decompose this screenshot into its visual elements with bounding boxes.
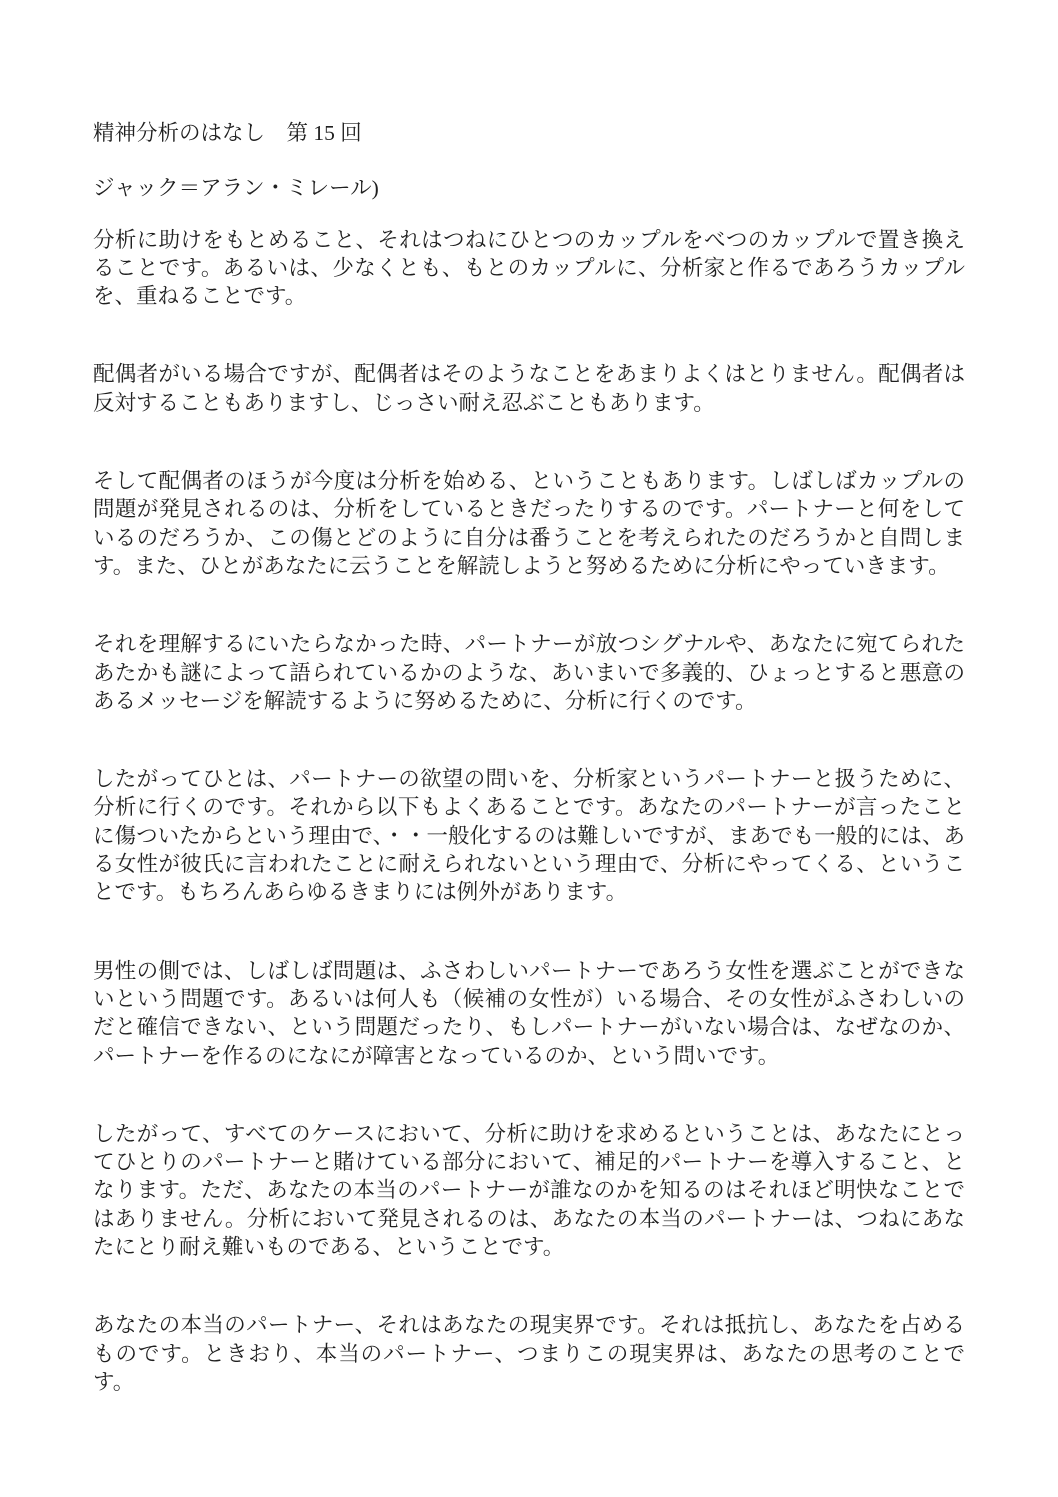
- paragraph: そして配偶者のほうが今度は分析を始める、ということもあります。しばしばカップルの問題が発見されるのは、分析をしているときだったりするのです。パートナーと何をしているのだろうか、この傷とどのように自分は番うことを考えられたのだろうかと自問します。また、ひとがあなたに云うことを解読しようと努めるために分析にやっていきます。: [93, 469, 965, 578]
- paragraph: 配偶者がいる場合ですが、配偶者はそのようなことをあまりよくはとりません。配偶者は反対することもありますし、じっさい耐え忍ぶこともあります。: [93, 362, 965, 415]
- document-title: 精神分析のはなし 第 15 回: [93, 121, 362, 145]
- author-line: ジャック＝アラン・ミレール): [93, 176, 379, 201]
- paragraph: 分析に助けをもとめること、それはつねにひとつのカップルをべつのカップルで置き換えることです。あるいは、少なくとも、もとのカップルに、分析家と作るであろうカップルを、重ねることです。: [93, 227, 965, 309]
- paragraph: あなたの本当のパートナー、それはあなたの現実界です。それは抵抗し、あなたを占めるものです。ときおり、本当のパートナー、つまりこの現実界は、あなたの思考のことです。: [93, 1313, 965, 1394]
- paragraph: したがってひとは、パートナーの欲望の問いを、分析家というパートナーと扱うために、分析に行くのです。それから以下もよくあることです。あなたのパートナーが言ったことに傷ついたからという理由で、・・一般化するのは難しいですが、まあでも一般的には、ある女性が彼氏に言われたことに耐えられないという理由で、分析にやってくる、ということです。もちろんあらゆるきまりには例外があります。: [93, 767, 965, 905]
- paragraph: それを理解するにいたらなかった時、パートナーが放つシグナルや、あなたに宛てられたあたかも謎によって語られているかのような、あいまいで多義的、ひょっとすると悪意のあるメッセージを解読するように努めるために、分析に行くのです。: [93, 632, 965, 713]
- paragraph: 男性の側では、しばしば問題は、ふさわしいパートナーであろう女性を選ぶことができないという問題です。あるいは何人も（候補の女性が）いる場合、その女性がふさわしいのだと確信できない、という問題だったり、もしパートナーがいない場合は、なぜなのか、パートナーを作るのになにが障害となっているのか、という問いです。: [93, 958, 965, 1068]
- paragraph: したがって、すべてのケースにおいて、分析に助けを求めるということは、あなたにとってひとりのパートナーと賭けている部分において、補足的パートナーを導入すること、となります。ただ、あなたの本当のパートナーが誰なのかを知るのはそれほど明快なことではありません。分析において発見されるのは、あなたの本当のパートナーは、つねにあなたにとり耐え難いものである、ということです。: [93, 1121, 965, 1260]
